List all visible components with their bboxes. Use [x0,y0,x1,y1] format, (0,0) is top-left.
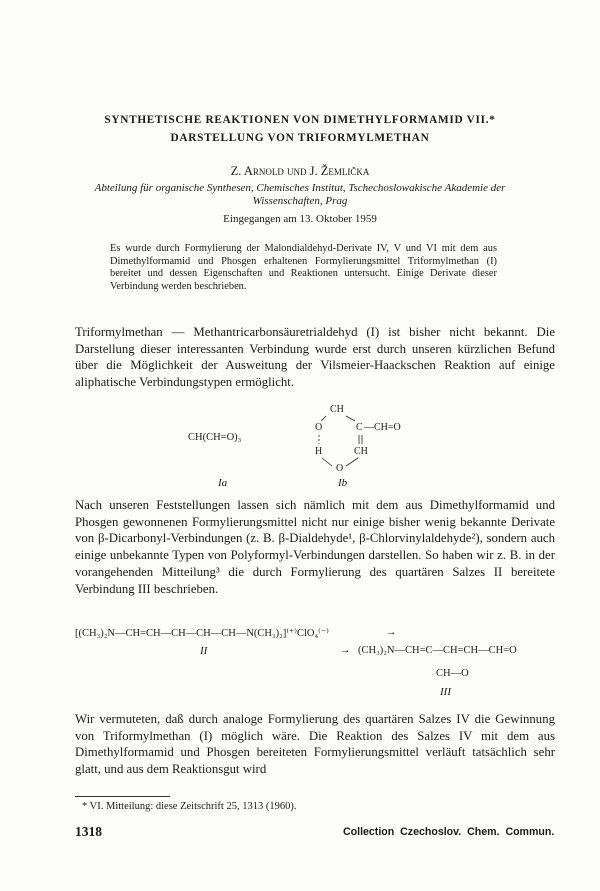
structure-ib-o-bottom: O [336,463,344,474]
journal-name: Collection Czechoslov. Chem. Commun. [343,826,555,838]
label-ib: Ib [338,477,348,489]
formula-iii-substituent: CH—O [436,668,469,679]
structure-ib-bonds [300,400,440,478]
formula-iii: (CH₃)₂N—CH=C—CH=CH—CH=O [358,645,517,656]
reaction-arrow-2: → [340,645,351,656]
authors: Z. Arnold und J. Žemlička [230,164,370,178]
page-number: 1318 [75,824,102,839]
formula-ii: [(CH₃)₂N—CH=CH—CH—CH—CH—N(CH₃)₂]⁽⁺⁾ClO₄⁽⁻⁾ [75,628,329,639]
abstract: Es wurde durch Formylierung der Malondialdehyd-Derivate IV, V und VI mit dem aus Dimethylformamid und Phosgen erhaltenen Formylierungsmittel Triformylmethan (I) bereitet und dessen Eigenschaften und Reaktionen untersucht. Einige Derivate dieser Verbindung werden beschrieben. [110,243,497,293]
paragraph-1: Triformylmethan — Methantricarbonsäuretrialdehyd (I) ist bisher nicht bekannt. Die Darstellung dieser interessanten Verbindung wurde erst durch unseren kürzlichen Befund über die Möglichkeit der Ausweitung der Vilsmeier-Haackschen Reaktion auf einige aliphatische Verbindungstypen ermöglicht. [75,325,555,390]
label-ia: Ia [218,477,228,489]
received-date: Eingegangen am 13. Oktober 1959 [223,213,377,225]
footnote-divider [75,796,170,797]
formula-ia: CH(CH=O)₃ [188,432,242,443]
footnote: * VI. Mitteilung: diese Zeitschrift 25, 1313 (1960). [82,801,297,812]
structure-ib [300,400,440,478]
label-iii: III [440,686,451,698]
structure-ib-c-mid: C [356,422,363,433]
structure-ib-h: H [315,446,323,457]
label-ii: II [200,645,208,657]
article-title-line-1: SYNTHETISCHE REAKTIONEN VON DIMETHYLFORMAMID VII.* [104,114,496,126]
article-title-line-2: DARSTELLUNG VON TRIFORMYLMETHAN [170,132,430,144]
structure-ib-cho: —CH=O [364,422,401,433]
reaction-arrow-1: → [386,627,397,638]
paragraph-3: Wir vermuteten, daß durch analoge Formylierung des quartären Salzes IV die Gewinnung von Triformylmethan (I) möglich wäre. Die Reaktion des Salzes IV mit dem aus Dimethylformamid und Phosgen bereiteten Formylierungsmittel verläuft tatsächlich sehr glatt, und aus dem Reaktionsgut wird [75,712,555,777]
paragraph-2: Nach unseren Feststellungen lassen sich nämlich mit dem aus Dimethylformamid und Phosgen gewonnenen Formylierungsmittel nicht nur einige bisher wenig bekannte Derivate von β-Dicarbonyl-Verbindungen (z. B. β-Dialdehyde¹, β-Chlorvinylaldehyde²), sondern auch einige unbekannte Typen von Polyformyl-Verbindungen darstellen. So haben wir z. B. in der vorangehenden Mitteilung³ die durch Formylierung des quartären Salzes II bereitete Verbindung III beschrieben. [75,498,555,596]
affiliation: Abteilung für organische Synthesen, Chemisches Institut, Tschechoslowakische Akademie der Wissenschaften, Prag [94,182,506,207]
structure-ib-ch-right: CH [354,446,368,457]
structure-ib-o-left: O [315,422,323,433]
structure-ib-ch-top: CH [330,404,344,415]
